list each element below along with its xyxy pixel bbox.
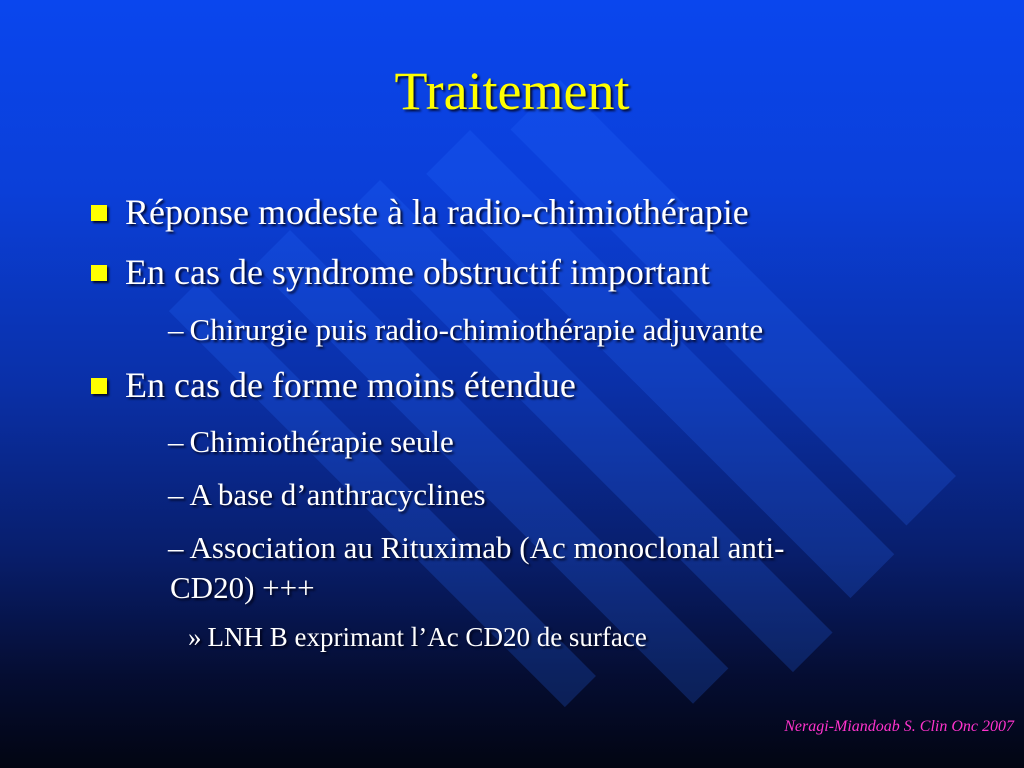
citation-footer: Neragi-Miandoab S. Clin Onc 2007	[784, 718, 1014, 735]
square-bullet-icon	[91, 378, 107, 394]
bullet-item	[125, 252, 710, 293]
sub-bullet-item	[168, 530, 784, 566]
square-bullet-icon	[91, 205, 107, 221]
sub-bullet-text: Chirurgie puis radio-chimiothérapie adjuvante	[189, 312, 764, 347]
square-bullet-icon	[91, 265, 107, 281]
sub-bullet-continuation	[170, 570, 315, 606]
sub-bullet-item	[168, 477, 486, 513]
bullet-text: Réponse modeste à la radio-chimiothérapie	[125, 192, 749, 232]
bullet-item	[125, 192, 749, 233]
dash-marker: –	[168, 312, 184, 347]
dash-marker: –	[168, 530, 184, 565]
bullet-text: En cas de syndrome obstructif important	[125, 252, 710, 292]
dash-marker: –	[168, 424, 184, 459]
sub-bullet-text: Chimiothérapie seule	[189, 424, 454, 459]
sub-sub-bullet-item	[188, 622, 647, 653]
dash-marker: –	[168, 477, 184, 512]
sub-bullet-text: CD20) +++	[170, 570, 315, 605]
sub-bullet-text: A base d’anthracyclines	[189, 477, 486, 512]
sub-sub-bullet-text: LNH B exprimant l’Ac CD20 de surface	[207, 622, 647, 652]
raquo-marker: »	[188, 622, 202, 652]
slide-title: Traitement	[394, 61, 630, 121]
sub-bullet-text: Association au Rituximab (Ac monoclonal anti-	[189, 530, 785, 565]
sub-bullet-item	[168, 424, 454, 460]
bullet-item	[125, 365, 576, 406]
bullet-text: En cas de forme moins étendue	[125, 365, 576, 405]
sub-bullet-item	[168, 312, 763, 348]
